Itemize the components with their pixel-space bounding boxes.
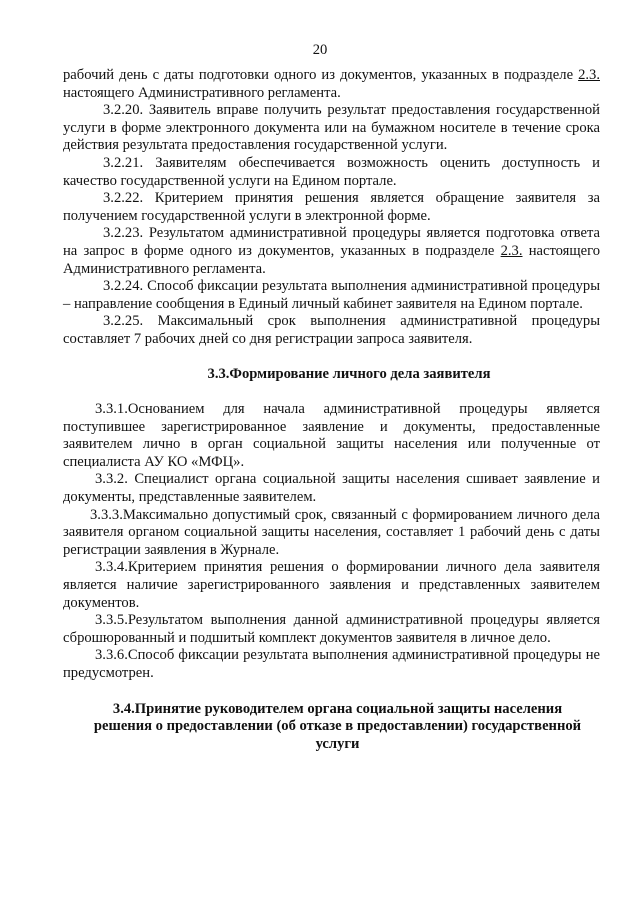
paragraph-3-3-2: 3.3.2. Специалист органа социальной защиты населения сшивает заявление и документы, представленные заявителем. <box>63 471 600 506</box>
paragraph-3-3-3: 3.3.3.Максимально допустимый срок, связанный с формированием личного дела заявителя органом социальной защиты населения, составляет 1 рабочий день с даты регистрации заявления в Журнале. <box>63 506 600 558</box>
paragraph-text: 3.2.23. Результатом административной процедуры является подготовка ответа на запрос в форме одного из документов, указанных в подразделе <box>63 225 600 259</box>
section-heading-3-4: 3.4.Принятие руководителем органа социальной защиты населения решения о предоставлении (об отказе в предоставлении) государственной услуги <box>93 700 582 752</box>
paragraph-3-3-5: 3.3.5.Результатом выполнения данной административной процедуры является сброшюрованный и подшитый комплект документов заявителя в личное дело. <box>63 612 600 646</box>
paragraph-3-2-19-continuation <box>63 67 600 102</box>
paragraph-3-2-23 <box>63 225 600 278</box>
paragraph-text: настоящего Административного регламента. <box>63 84 341 101</box>
section-reference-2-3: 2.3. <box>500 242 523 259</box>
paragraph-3-3-1: 3.3.1.Основанием для начала административной процедуры является поступившее зарегистрированное заявление и документы, предоставленные заявителем лично в орган социальной защиты населения или полученные от специалиста АУ КО «МФЦ». <box>63 401 600 470</box>
paragraph-3-3-6: 3.3.6.Способ фиксации результата выполнения административной процедуры не предусмотрен. <box>63 647 600 681</box>
paragraph-3-2-24: 3.2.24. Способ фиксации результата выполнения административной процедуры – направление сообщения в Единый личный кабинет заявителя на Едином портале. <box>63 278 600 312</box>
document-body <box>63 67 600 753</box>
paragraph-3-2-25: 3.2.25. Максимальный срок выполнения административной процедуры составляет 7 рабочих дней со дня регистрации запроса заявителя. <box>63 313 600 347</box>
page-number: 20 <box>312 42 328 58</box>
paragraph-text: настоящего Административного регламента. <box>63 242 601 277</box>
paragraph-3-2-20: 3.2.20. Заявитель вправе получить результат предоставления государственной услуги в форме электронного документа или на бумажном носителе в течение срока действия результата предоставления государственной услуги. <box>63 102 600 154</box>
paragraph-3-2-21: 3.2.21. Заявителям обеспечивается возможность оценить доступность и качество государственной услуги на Едином портале. <box>63 154 600 189</box>
section-heading-3-3: 3.3.Формирование личного дела заявителя <box>207 365 491 382</box>
section-reference-2-3: 2.3. <box>578 67 600 83</box>
paragraph-text: рабочий день с даты подготовки одного из документов, указанных в подразделе <box>63 67 579 83</box>
paragraph-3-3-4: 3.3.4.Критерием принятия решения о формировании личного дела заявителя является наличие зарегистрированного заявления и представленных заявителем документов. <box>63 559 600 611</box>
paragraph-3-2-22: 3.2.22. Критерием принятия решения является обращение заявителя за получением государственной услуги в электронной форме. <box>63 190 600 224</box>
